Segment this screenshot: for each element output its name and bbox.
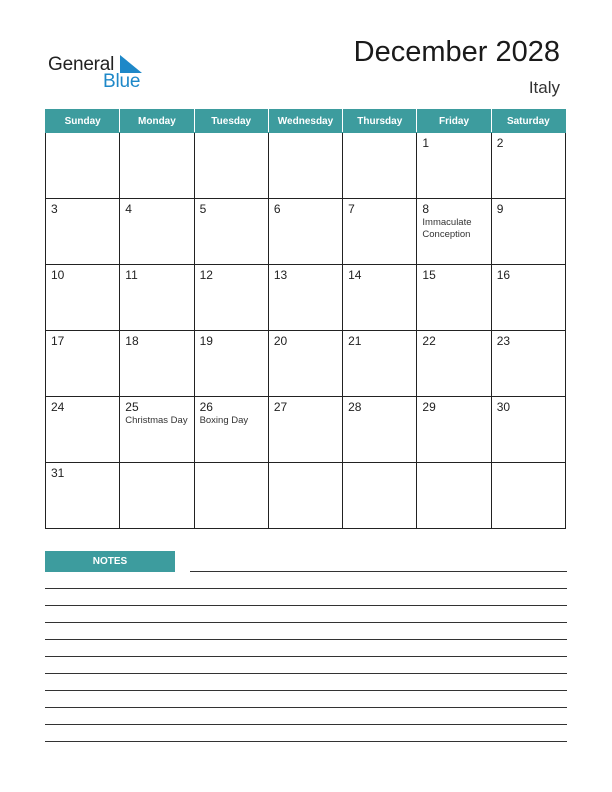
day-number: 20: [273, 334, 288, 348]
day-cell: [46, 133, 120, 199]
month-title: December 2028: [353, 36, 560, 68]
day-number: 4: [125, 202, 132, 216]
day-number: 28: [348, 400, 362, 414]
day-number: 12: [199, 268, 213, 282]
day-number: 13: [273, 268, 288, 282]
day-cell: [343, 133, 417, 199]
logo-text-general: General: [48, 54, 115, 75]
notes-line: [45, 724, 567, 725]
notes-line: [45, 639, 567, 640]
day-cell: [268, 397, 342, 463]
day-cell: [194, 331, 268, 397]
day-cell: [268, 199, 342, 265]
day-cell: [120, 199, 194, 265]
day-cell: [194, 463, 268, 529]
calendar-grid: [45, 109, 566, 529]
day-cell: [268, 463, 342, 529]
week-row: [46, 133, 566, 199]
weekday-saturday: Saturday: [491, 110, 565, 133]
logo-text-blue: Blue: [103, 71, 141, 92]
day-number: 1: [422, 136, 430, 150]
notes-line: [45, 741, 567, 742]
day-number: 17: [51, 334, 65, 348]
day-cell: [417, 331, 491, 397]
day-number: 22: [422, 334, 436, 348]
holiday-label: Immaculate Conception: [422, 217, 472, 240]
day-cell: [120, 463, 194, 529]
notes-line: [45, 656, 567, 657]
day-cell: [194, 397, 268, 463]
week-row: [46, 397, 566, 463]
day-cell: [268, 265, 342, 331]
day-number: 11: [125, 268, 138, 282]
notes-line: [190, 571, 567, 572]
day-number: 14: [348, 268, 362, 282]
day-cell: [46, 463, 120, 529]
notes-line: [45, 605, 567, 606]
weekday-wednesday: Wednesday: [268, 110, 342, 133]
day-number: 19: [199, 334, 213, 348]
day-cell: [120, 331, 194, 397]
day-cell: [491, 133, 565, 199]
notes-line: [45, 690, 567, 691]
day-number: 5: [199, 202, 207, 216]
day-cell: [417, 265, 491, 331]
day-cell: [343, 331, 417, 397]
day-number: 18: [125, 334, 139, 348]
day-cell: [120, 397, 194, 463]
day-cell: [46, 199, 120, 265]
day-cell: [417, 397, 491, 463]
day-cell: [120, 265, 194, 331]
country-label: Italy: [528, 78, 560, 97]
day-cell: [491, 199, 565, 265]
day-cell: [491, 463, 565, 529]
week-row: [46, 331, 566, 397]
day-number: 10: [51, 268, 65, 282]
day-number: 9: [496, 202, 504, 216]
day-cell: [417, 133, 491, 199]
day-cell: [268, 133, 342, 199]
day-cell: [194, 199, 268, 265]
notes-line: [45, 588, 567, 589]
day-number: 27: [273, 400, 288, 414]
day-number: 16: [496, 268, 511, 282]
generalblue-logo: [48, 52, 148, 92]
day-number: 30: [496, 400, 511, 414]
weekday-thursday: Thursday: [343, 110, 417, 133]
weekday-sunday: Sunday: [46, 110, 120, 133]
notes-line: [45, 622, 567, 623]
day-number: 23: [496, 334, 511, 348]
day-number: 25: [125, 400, 139, 414]
day-cell: [417, 199, 491, 265]
week-row: [46, 199, 566, 265]
day-number: 2: [496, 136, 504, 150]
weekday-header-row: [46, 110, 566, 133]
weekday-friday: Friday: [417, 110, 491, 133]
day-cell: [46, 265, 120, 331]
day-cell: [491, 331, 565, 397]
notes-line: [45, 673, 567, 674]
day-number: 29: [422, 400, 436, 414]
week-row: [46, 463, 566, 529]
day-cell: [46, 331, 120, 397]
day-cell: [417, 463, 491, 529]
day-cell: [120, 133, 194, 199]
day-cell: [194, 133, 268, 199]
day-number: 31: [51, 466, 65, 480]
notes-label: NOTES: [45, 551, 175, 572]
day-cell: [268, 331, 342, 397]
day-number: 3: [51, 202, 58, 216]
day-number: 26: [199, 400, 213, 414]
day-number: 6: [273, 202, 281, 216]
day-number: 7: [348, 202, 355, 216]
weekday-monday: Monday: [120, 110, 194, 133]
day-number: 21: [348, 334, 362, 348]
calendar-body: [46, 133, 566, 529]
day-cell: [194, 265, 268, 331]
holiday-label: Christmas Day: [125, 415, 188, 426]
day-number: 24: [51, 400, 65, 414]
notes-line: [45, 707, 567, 708]
day-number: 15: [422, 268, 436, 282]
day-cell: [491, 397, 565, 463]
day-cell: [343, 463, 417, 529]
day-number: 8: [422, 202, 430, 216]
day-cell: [343, 265, 417, 331]
day-cell: [491, 265, 565, 331]
holiday-label: Boxing Day: [199, 415, 249, 426]
day-cell: [343, 199, 417, 265]
weekday-tuesday: Tuesday: [194, 110, 268, 133]
week-row: [46, 265, 566, 331]
day-cell: [46, 397, 120, 463]
day-cell: [343, 397, 417, 463]
